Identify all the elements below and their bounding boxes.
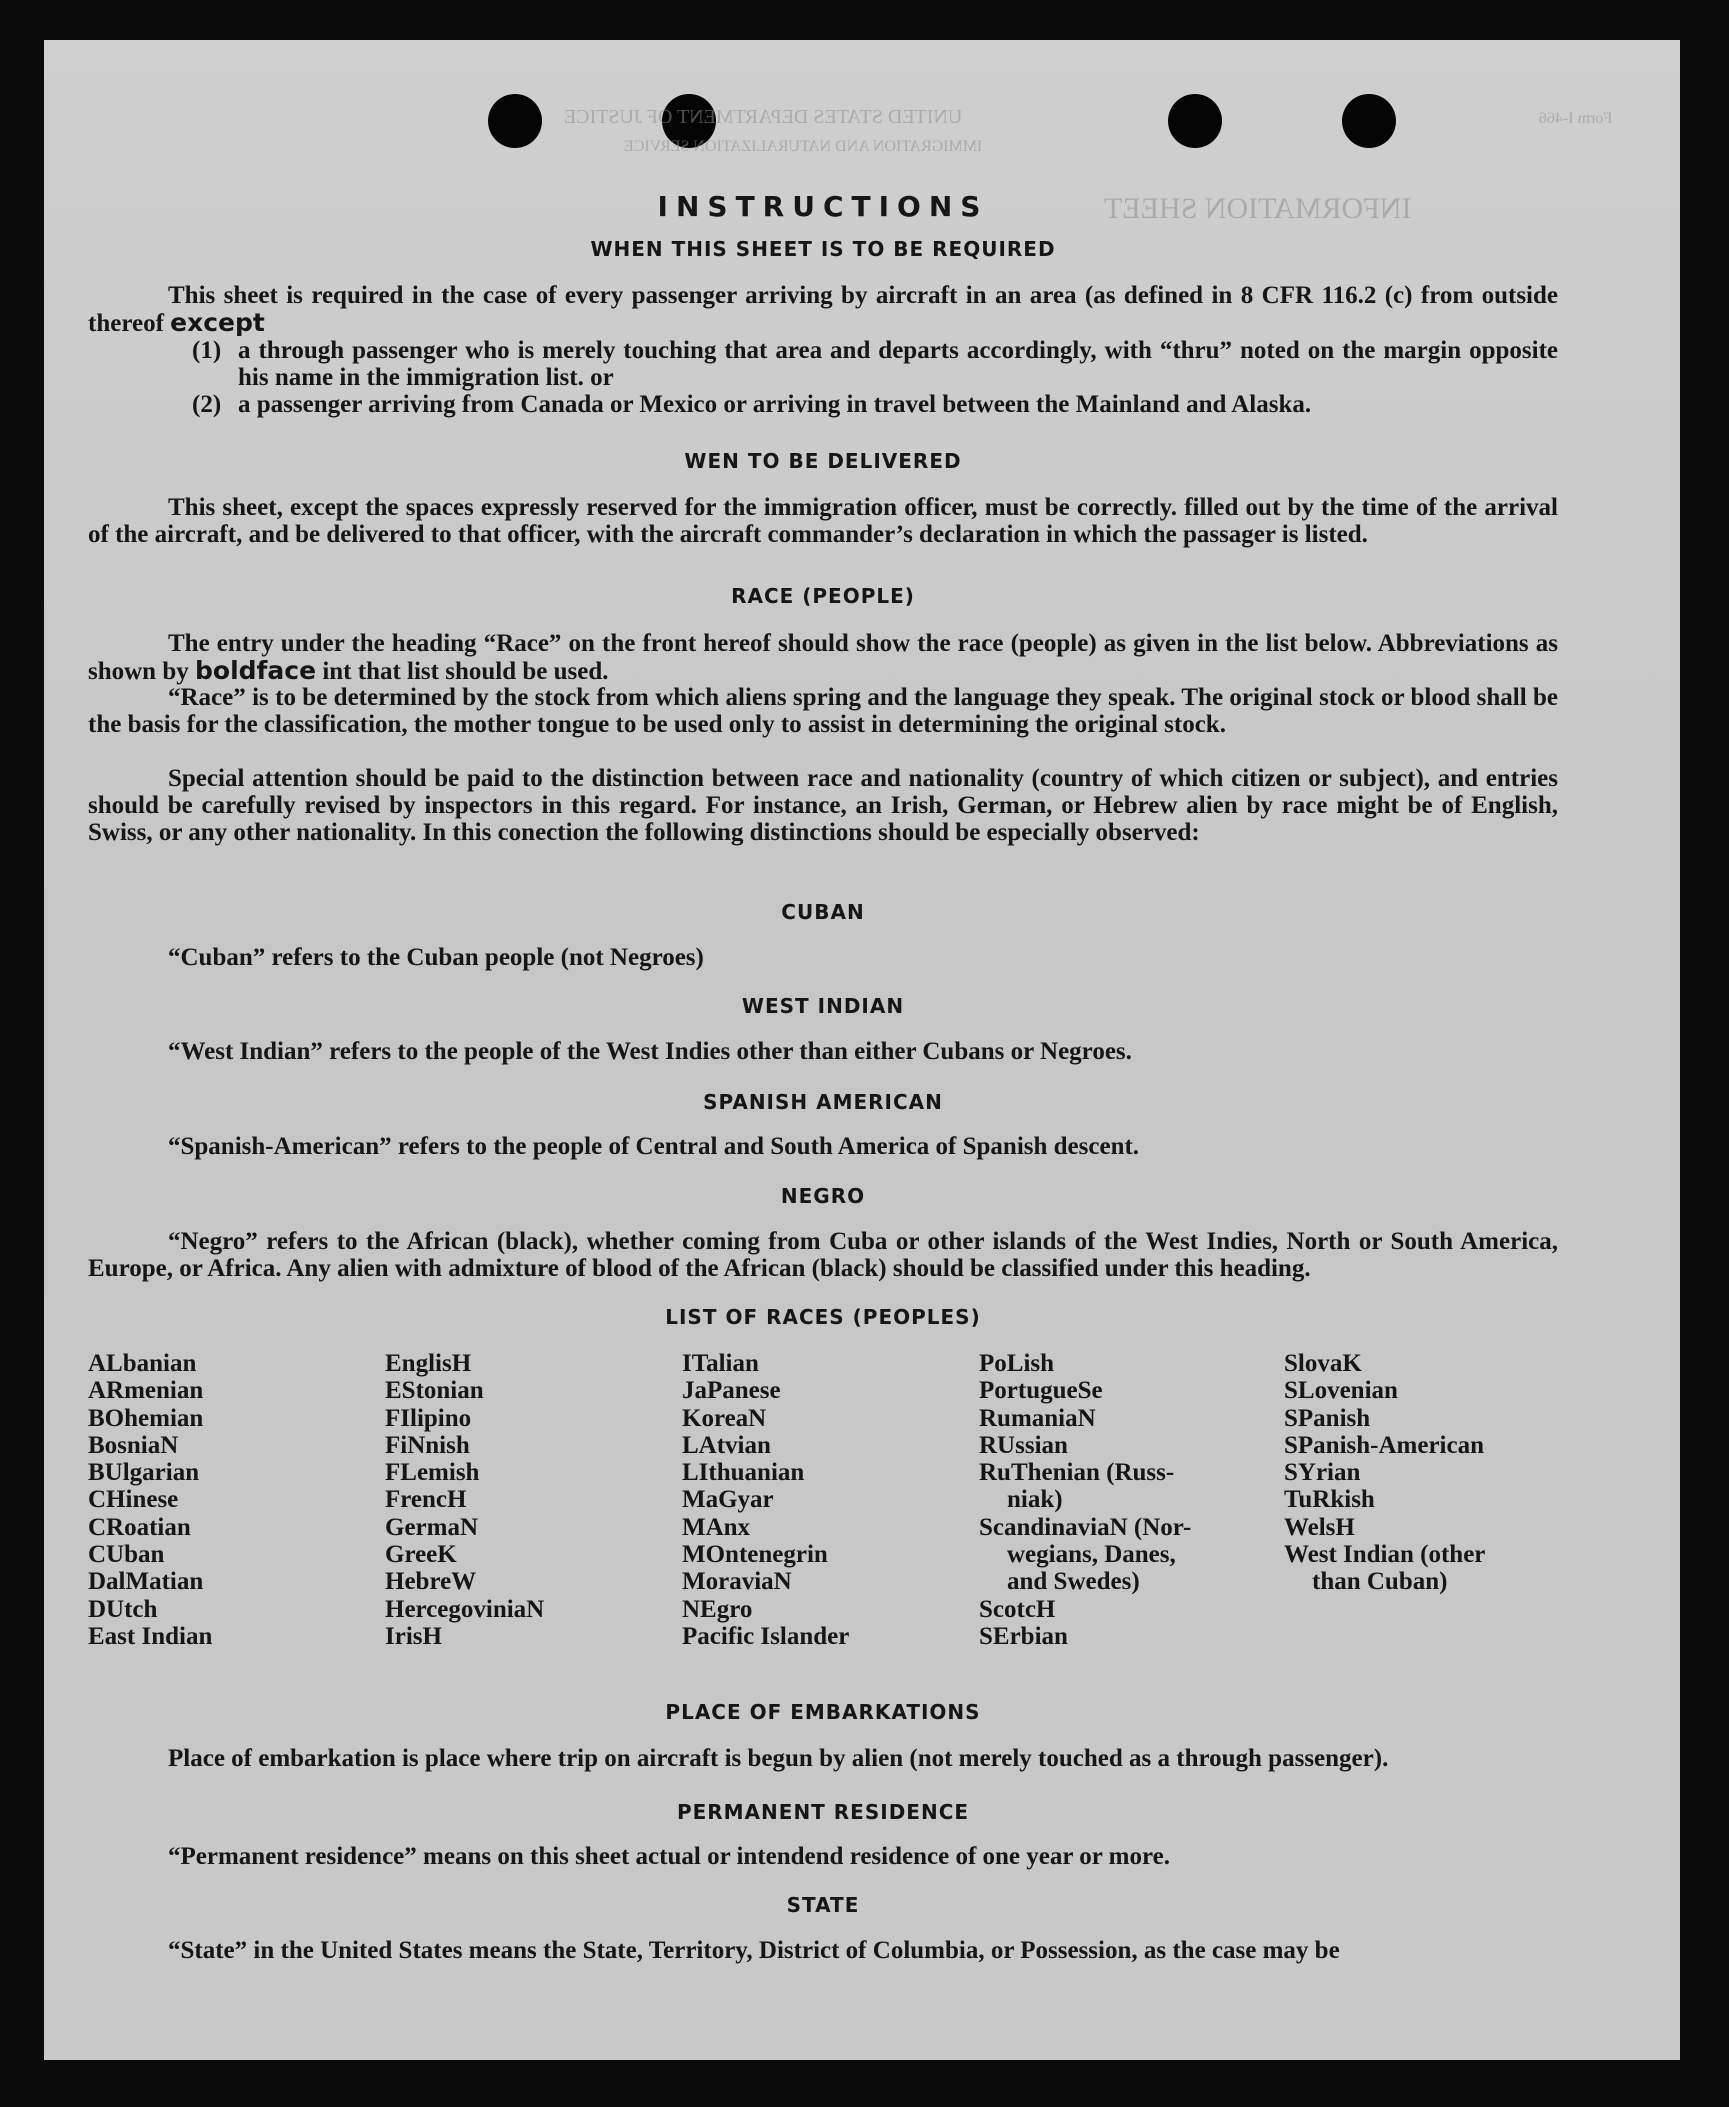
bleed-title-line: INFORMATION SHEET	[1104, 192, 1412, 225]
cuban-text: “Cuban” refers to the Cuban people (not Negroes)	[168, 944, 704, 971]
list-item	[192, 337, 1558, 391]
list-item: PortugueSe	[979, 1377, 1103, 1405]
item-text: a passenger arriving from Canada or Mexico or arriving in travel between the Mainland and Alaska.	[238, 391, 1312, 418]
list-item: RumaniaN	[979, 1404, 1096, 1432]
race-list-column-2	[385, 1350, 544, 1650]
list-item: EStonian	[385, 1377, 484, 1405]
list-item: SlovaK	[1284, 1350, 1362, 1377]
list-item: JaPanese	[682, 1377, 781, 1405]
list-item: ScandinaviaN (Nor-	[979, 1513, 1192, 1541]
list-item	[192, 391, 1558, 418]
list-item: CHinese	[88, 1486, 179, 1514]
list-item: HercegoviniaN	[385, 1595, 545, 1623]
list-item: SYrian	[1284, 1459, 1361, 1487]
list-item: SPanish	[1284, 1404, 1371, 1432]
list-item: TuRkish	[1284, 1486, 1375, 1514]
list-item: MOntenegrin	[682, 1541, 828, 1569]
list-item-continuation: than Cuban)	[1312, 1568, 1448, 1596]
list-item: SLovenian	[1284, 1377, 1398, 1405]
heading-when-delivered: WEN TO BE DELIVERED	[684, 449, 962, 473]
heading-west-indian: WEST INDIAN	[741, 994, 905, 1018]
state-text: “State” in the United States means the State, Territory, District of Columbia, or Possession, as the case may be	[168, 1937, 1340, 1964]
heading-permanent-residence: PERMANENT RESIDENCE	[676, 1800, 970, 1824]
race-list-column-1	[88, 1350, 212, 1650]
list-item: FiNnish	[385, 1431, 470, 1459]
list-item: EnglisH	[385, 1350, 472, 1377]
race-p1-before: The entry under the heading “Race” on the front hereof should show the race (people) as given in the list below. Abbreviations as shown by	[88, 630, 1558, 685]
punch-hole	[1342, 94, 1396, 148]
list-item: ScotcH	[979, 1595, 1056, 1623]
heading-race: RACE (PEOPLE)	[731, 584, 915, 608]
list-item-continuation: niak)	[1007, 1486, 1063, 1514]
bleed-form-number: Form I-466	[1539, 110, 1613, 127]
race-list-column-4	[979, 1350, 1191, 1650]
list-item-continuation: and Swedes)	[1007, 1568, 1140, 1596]
heading-spanish-american: SPANISH AMERICAN	[703, 1090, 943, 1114]
list-item: RuThenian (Russ-	[979, 1459, 1175, 1487]
place-of-embarkation-text: Place of embarkation is place where trip on aircraft is begun by alien (not merely touched as a through passenger).	[168, 1745, 1389, 1772]
list-item: FrencH	[385, 1486, 467, 1514]
race-list-column-3	[682, 1350, 849, 1650]
list-item: KoreaN	[682, 1404, 767, 1432]
punch-hole	[1168, 94, 1222, 148]
heading-when-required: WHEN THIS SHEET IS TO BE REQUIRED	[590, 237, 1056, 261]
intro-emphasis: except	[170, 308, 265, 337]
list-item: ARmenian	[88, 1377, 204, 1405]
race-p1-emphasis: boldface	[195, 656, 317, 685]
list-item: GermaN	[385, 1513, 479, 1541]
race-paragraph-3: Special attention should be paid to the distinction between race and nationality (country of which citizen or subject), and entries should be carefully revised by inspectors in this regard. For instance, an Irish, German, or Hebrew alien by race might be of English, Swiss, or any other nationality. In this conection the following distinctions should be especially observed:	[88, 765, 1558, 846]
bleed-dept-line: UNITED STATES DEPARTMENT OF JUSTICE	[564, 106, 963, 128]
list-item: ITalian	[682, 1350, 759, 1377]
west-indian-text: “West Indian” refers to the people of the West Indies other than either Cubans or Negroes.	[168, 1038, 1132, 1065]
list-item: WelsH	[1284, 1513, 1355, 1541]
list-item: MAnx	[682, 1513, 751, 1541]
when-required-intro	[88, 282, 1558, 337]
spanish-american-text: “Spanish-American” refers to the people of Central and South America of Spanish descent.	[168, 1133, 1140, 1160]
list-item: DalMatian	[88, 1568, 204, 1596]
list-item: East Indian	[88, 1622, 213, 1650]
list-item: Pacific Islander	[682, 1622, 850, 1650]
race-p1-after: int that list should be used.	[322, 658, 609, 685]
race-paragraph-1	[88, 630, 1558, 685]
list-item: IrisH	[385, 1622, 442, 1650]
list-item: MoraviaN	[682, 1568, 792, 1596]
list-item: FLemish	[385, 1459, 480, 1487]
list-item: NEgro	[682, 1595, 753, 1623]
list-item: DUtch	[88, 1595, 158, 1623]
list-item: CUban	[88, 1541, 165, 1569]
list-item: PoLish	[979, 1350, 1055, 1377]
list-item: West Indian (other	[1284, 1541, 1486, 1569]
list-item: RUssian	[979, 1431, 1068, 1459]
document-sheet	[44, 40, 1680, 2060]
list-item: ALbanian	[88, 1350, 197, 1377]
list-item: BUlgarian	[88, 1459, 200, 1487]
heading-negro: NEGRO	[780, 1184, 866, 1208]
heading-state: STATE	[786, 1893, 860, 1917]
list-item: SErbian	[979, 1622, 1068, 1650]
item-number: (2)	[192, 391, 222, 418]
list-item: SPanish-American	[1284, 1431, 1484, 1459]
permanent-residence-text: “Permanent residence” means on this sheet actual or intendend residence of one year or more.	[168, 1843, 1170, 1870]
punch-hole	[488, 94, 542, 148]
heading-list-of-races: LIST OF RACES (PEOPLES)	[665, 1305, 981, 1329]
heading-place-of-embarkation: PLACE OF EMBARKATIONS	[665, 1700, 981, 1724]
list-item: CRoatian	[88, 1513, 191, 1541]
item-text: a through passenger who is merely touching that area and departs accordingly, with “thru” noted on the margin opposite his name in the immigration list. or	[238, 337, 1558, 391]
heading-cuban: CUBAN	[781, 900, 865, 924]
item-number: (1)	[192, 337, 222, 364]
list-item: MaGyar	[682, 1486, 774, 1514]
list-item: BosniaN	[88, 1431, 179, 1459]
page-title: INSTRUCTIONS	[657, 190, 989, 223]
race-list-column-5	[1284, 1350, 1485, 1596]
when-delivered-text: This sheet, except the spaces expressly reserved for the immigration officer, must be correctly. filled out by the time of the arrival of the aircraft, and be delivered to that officer, with the aircraft commander’s declaration in which the passager is listed.	[88, 494, 1558, 548]
race-paragraph-2: “Race” is to be determined by the stock from which aliens spring and the language they speak. The original stock or blood shall be the basis for the classification, the mother tongue to be used only to assist in determining the original stock.	[88, 684, 1558, 738]
list-item: HebreW	[385, 1568, 477, 1596]
list-item: LIthuanian	[682, 1459, 805, 1487]
list-item: LAtvian	[682, 1431, 771, 1459]
list-item: GreeK	[385, 1541, 457, 1569]
list-item: FIlipino	[385, 1404, 472, 1432]
bleed-service-line: IMMIGRATION AND NATURALIZATION SERVICE	[624, 138, 983, 155]
intro-text: This sheet is required in the case of every passenger arriving by aircraft in an area (as defined in 8 CFR 116.2 (c) from outside thereof	[88, 282, 1558, 337]
negro-text: “Negro” refers to the African (black), whether coming from Cuba or other islands of the West Indies, North or South America, Europe, or Africa. Any alien with admixture of blood of the African (black) should be classified under this heading.	[88, 1228, 1558, 1282]
list-item: BOhemian	[88, 1404, 204, 1432]
list-item-continuation: wegians, Danes,	[1007, 1541, 1176, 1569]
